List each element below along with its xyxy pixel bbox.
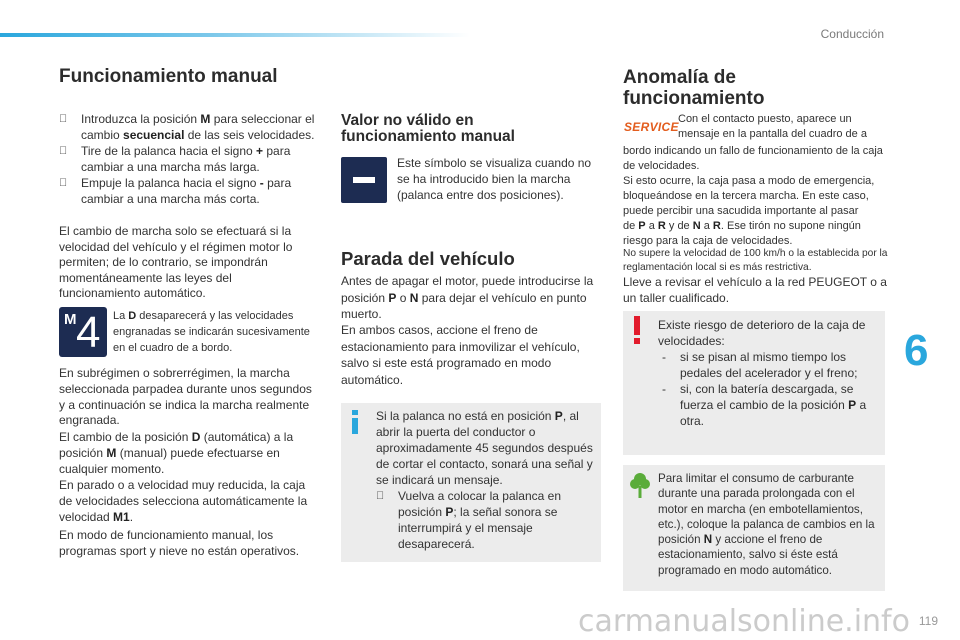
arrow-bullet-icon (59, 143, 67, 159)
warning-text: Existe riesgo de deterioro de la caja de velocidades: - si se pisan al mismo tiempo los pedales del acelerador y el freno; - si, con la batería descargada, se fuerza el cambio de la posición P a otra. (658, 317, 880, 429)
header-accent-bar (0, 33, 470, 37)
arrow-bullet-icon (59, 111, 67, 127)
malfunction-para-1b: de P a R y de N a R. Ese tirón no supone ningún riesgo para la caja de velocidades. (623, 220, 861, 247)
bullet-item: Introduzca la posición M para seleccionar el cambio secuencial de las seis velocidades. (59, 111, 317, 143)
malfunction-para-2: No supere la velocidad de 100 km/h o la establecida por la reglamentación local si es más restrictiva. (623, 248, 888, 273)
m4-note: La D desaparecerá y las velocidades engranadas se indicarán sucesivamente en el cuadro de a bordo. (113, 310, 310, 354)
malfunction-lead: Con el contacto puesto, aparece un mensaje en la pantalla del cuadro de a (678, 113, 867, 140)
dash-item: - si, con la batería descargada, se fuerza el cambio de la posición P a otra. (662, 382, 867, 428)
eco-tree-icon (630, 472, 650, 498)
arrow-bullet-icon (376, 488, 384, 504)
dash-item: - si se pisan al mismo tiempo los pedales del acelerador y el freno; (662, 350, 858, 380)
arrow-bullet-icon (59, 175, 67, 191)
bullet-item: Vuelva a colocar la palanca en posición P; la señal sonora se interrumpirá y el mensaje desaparecerá. (376, 488, 596, 552)
minus-symbol-icon (341, 157, 387, 203)
malfunction-para-3: Lleve a revisar el vehículo a la red PEUGEOT o a un taller cualificado. (623, 275, 887, 305)
section-title-vehicle-stop: Parada del vehículo (341, 248, 515, 269)
section-title-manual: Funcionamiento manual (59, 66, 278, 87)
bullet-item: Empuje la palanca hacia el signo - para cambiar a una marcha más corta. (59, 175, 317, 207)
manual-para-1: El cambio de marcha solo se efectuará si la velocidad del vehículo y el régimen motor lo permiten; de lo contrario, se impondrán momentáneamente las leyes del funcionamiento automático. (59, 224, 293, 300)
eco-text: Para limitar el consumo de carburante durante una parada prolongada con el motor en marcha (en embotellamientos, etc.), coloque la palanca de cambios en la posición N y accione el freno de estacionamiento, salvo si éste está programado en modo automático. (658, 472, 875, 577)
malfunction-cont: bordo indicando un fallo de funcionamiento de la caja de velocidades. (623, 145, 883, 172)
info-text: Si la palanca no está en posición P, al abrir la puerta del conductor o aproximadamente 45 segundos después de cortar el contacto, sonará una señal y se indicará un mensaje. Vuelva a colocar la palanca en posición P; la señal sonora se interrumpirá y el mensaje desaparecerá. (376, 408, 596, 552)
manual-para-4: En parado o a velocidad muy reducida, la caja de velocidades selecciona automáticamente la velocidad M1. (59, 478, 308, 524)
invalid-value-text: Este símbolo se visualiza cuando no se ha introducido bien la marcha (palanca entre dos posiciones). (397, 156, 592, 202)
warning-icon (632, 316, 642, 344)
manual-para-5: En modo de funcionamiento manual, los programas sport y nieve no están operativos. (59, 528, 300, 558)
service-warning-icon: SERVICE (624, 120, 679, 134)
manual-bullets (59, 111, 317, 207)
malfunction-para-1: Si esto ocurre, la caja pasa a modo de emergencia, bloqueándose en la tercera marcha. En este caso, puede percibir una sacudida importante al pasar (623, 175, 875, 217)
chapter-title: Conducción (820, 27, 884, 41)
chapter-tab-number: 6 (904, 326, 929, 375)
manual-para-2: En subrégimen o sobrerrégimen, la marcha seleccionada parpadea durante unos segundos y a continuación se indica la marcha realmente engranada. (59, 366, 312, 428)
m4-gear-icon: M 4 (59, 307, 107, 357)
section-title-invalid-value: Valor no válido en funcionamiento manual (341, 112, 515, 145)
page-number: 119 (918, 614, 938, 628)
bullet-item: Tire de la palanca hacia el signo + para cambiar a una marcha más larga. (59, 143, 317, 175)
watermark: carmanualsonline.info (578, 604, 910, 639)
manual-para-3: El cambio de la posición D (automática) a la posición M (manual) puede efectuarse en cualquier momento. (59, 430, 294, 476)
stop-para-2: En ambos casos, accione el freno de estacionamiento para inmovilizar el vehículo, salvo si este está programado en modo automático. (341, 323, 580, 387)
section-title-malfunction: Anomalía de funcionamiento (623, 67, 765, 109)
stop-para-1: Antes de apagar el motor, puede introducirse la posición P o N para dejar el vehículo en punto muerto. (341, 274, 594, 321)
info-icon (350, 410, 360, 434)
